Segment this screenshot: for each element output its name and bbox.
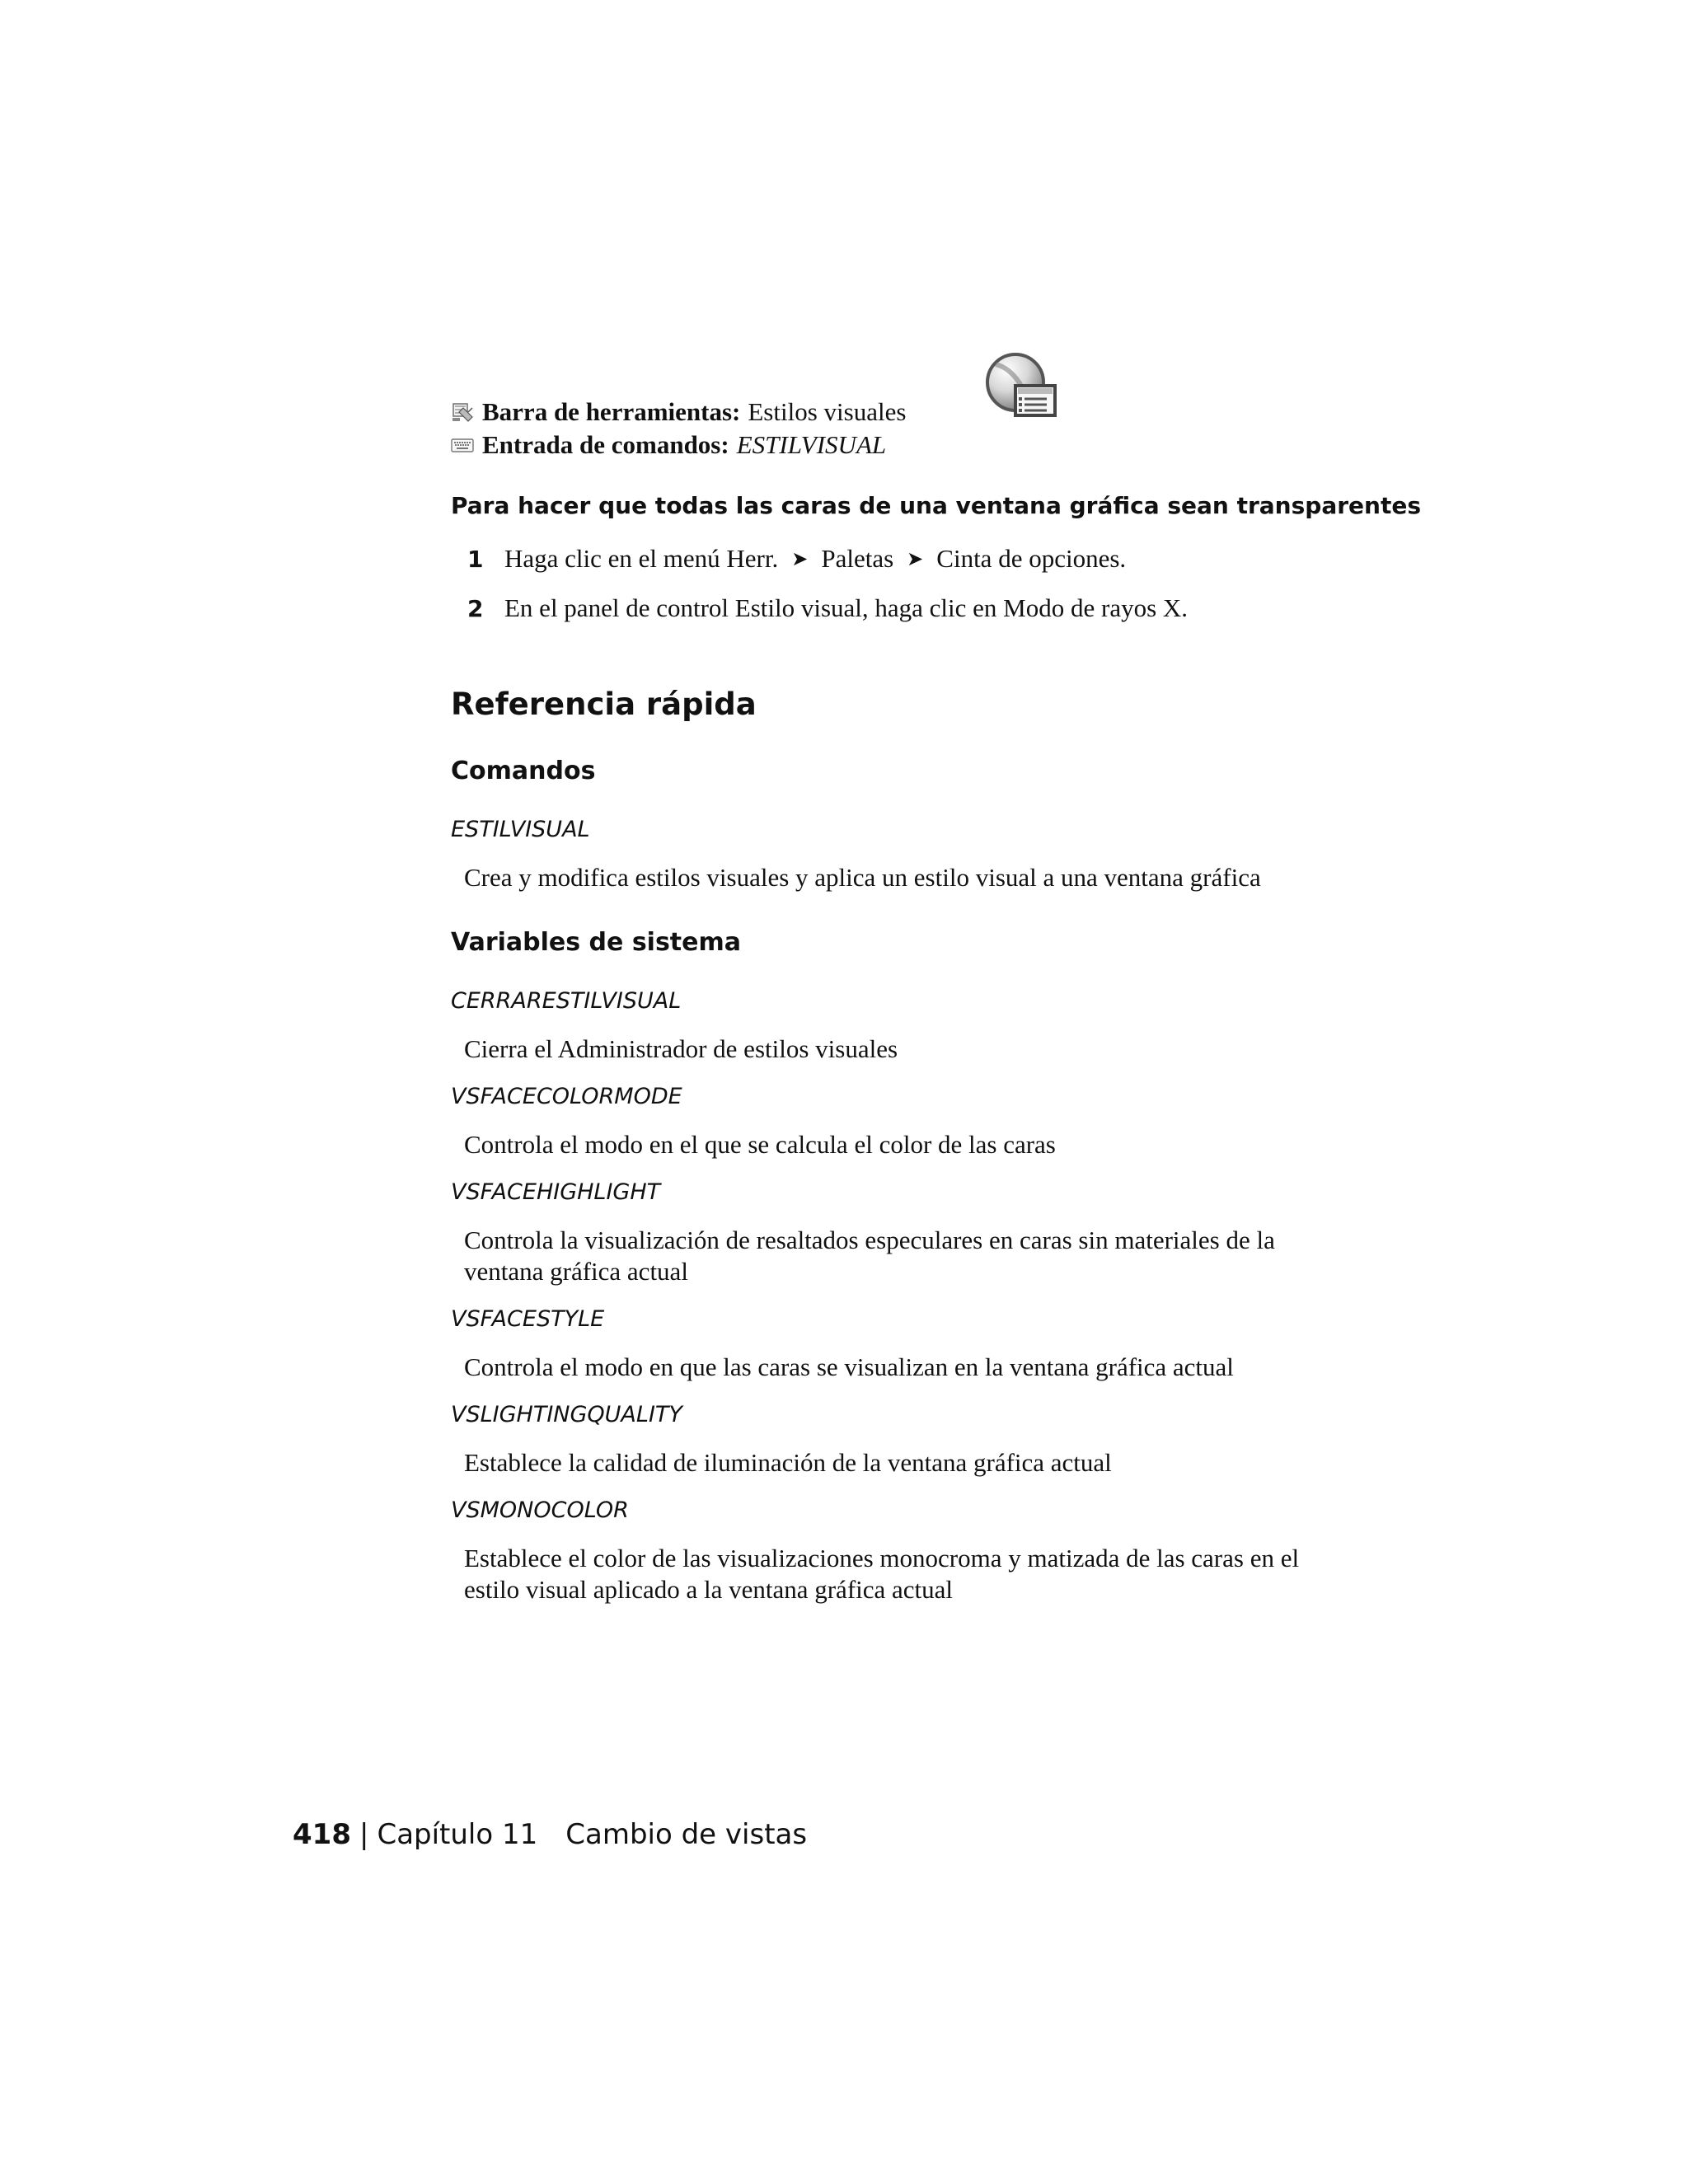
toolbar-access-line xyxy=(451,396,906,429)
procedure-step-2 xyxy=(467,592,1188,626)
menu-arrow-icon: ➤ xyxy=(907,547,924,570)
command-access-line xyxy=(451,429,886,462)
step-text-part-2: Paletas xyxy=(821,544,894,573)
variable-description: Establece el color de las visualizaciones monocroma y matizada de las caras en el estilo visual aplicado a la ventana gráfica actual xyxy=(464,1544,1300,1604)
visual-styles-manager-icon xyxy=(982,348,1058,424)
system-variables-title: Variables de sistema xyxy=(451,928,742,957)
toolbar-value: Estilos visuales xyxy=(748,397,907,426)
command-label: Entrada de comandos: xyxy=(482,430,729,459)
procedure-step-1 xyxy=(467,542,1126,577)
toolbar-label: Barra de herramientas: xyxy=(482,397,741,426)
variable-description: Establece la calidad de iluminación de la ventana gráfica actual xyxy=(464,1448,1112,1477)
variable-term: VSLIGHTINGQUALITY xyxy=(451,1402,682,1427)
step-text-part-3: Cinta de opciones. xyxy=(936,544,1127,573)
variable-term: VSMONOCOLOR xyxy=(451,1497,629,1523)
page-number: 418 xyxy=(293,1818,351,1851)
page-footer xyxy=(293,1816,807,1854)
toolbar-icon xyxy=(451,401,474,424)
variable-description: Cierra el Administrador de estilos visuales xyxy=(464,1034,898,1063)
variable-term: VSFACESTYLE xyxy=(451,1306,605,1332)
menu-arrow-icon: ➤ xyxy=(791,547,809,570)
footer-separator: | xyxy=(359,1818,369,1851)
keyboard-icon xyxy=(451,434,474,457)
command-description: Crea y modifica estilos visuales y aplica un estilo visual a una ventana gráfica xyxy=(464,863,1261,892)
chapter-label: Capítulo 11 xyxy=(377,1818,538,1851)
step-text: En el panel de control Estilo visual, haga clic en Modo de rayos X. xyxy=(504,593,1189,622)
step-number: 2 xyxy=(467,595,484,622)
command-value: ESTILVISUAL xyxy=(736,430,887,459)
step-text-part-1: Haga clic en el menú Herr. xyxy=(504,544,779,573)
variable-term: VSFACEHIGHLIGHT xyxy=(451,1179,661,1205)
command-term: ESTILVISUAL xyxy=(451,817,590,842)
chapter-section: Cambio de vistas xyxy=(565,1818,808,1851)
variable-term: CERRARESTILVISUAL xyxy=(451,988,682,1014)
quick-reference-title: Referencia rápida xyxy=(451,687,757,722)
variable-term: VSFACECOLORMODE xyxy=(451,1084,682,1109)
variable-description: Controla la visualización de resaltados especulares en caras sin materiales de la ventana gráfica actual xyxy=(464,1226,1275,1286)
variable-description: Controla el modo en el que se calcula el color de las caras xyxy=(464,1130,1056,1159)
procedure-title: Para hacer que todas las caras de una ventana gráfica sean transparentes xyxy=(451,492,1421,519)
variable-description: Controla el modo en que las caras se visualizan en la ventana gráfica actual xyxy=(464,1352,1234,1381)
commands-title: Comandos xyxy=(451,757,596,785)
step-number: 1 xyxy=(467,546,484,573)
